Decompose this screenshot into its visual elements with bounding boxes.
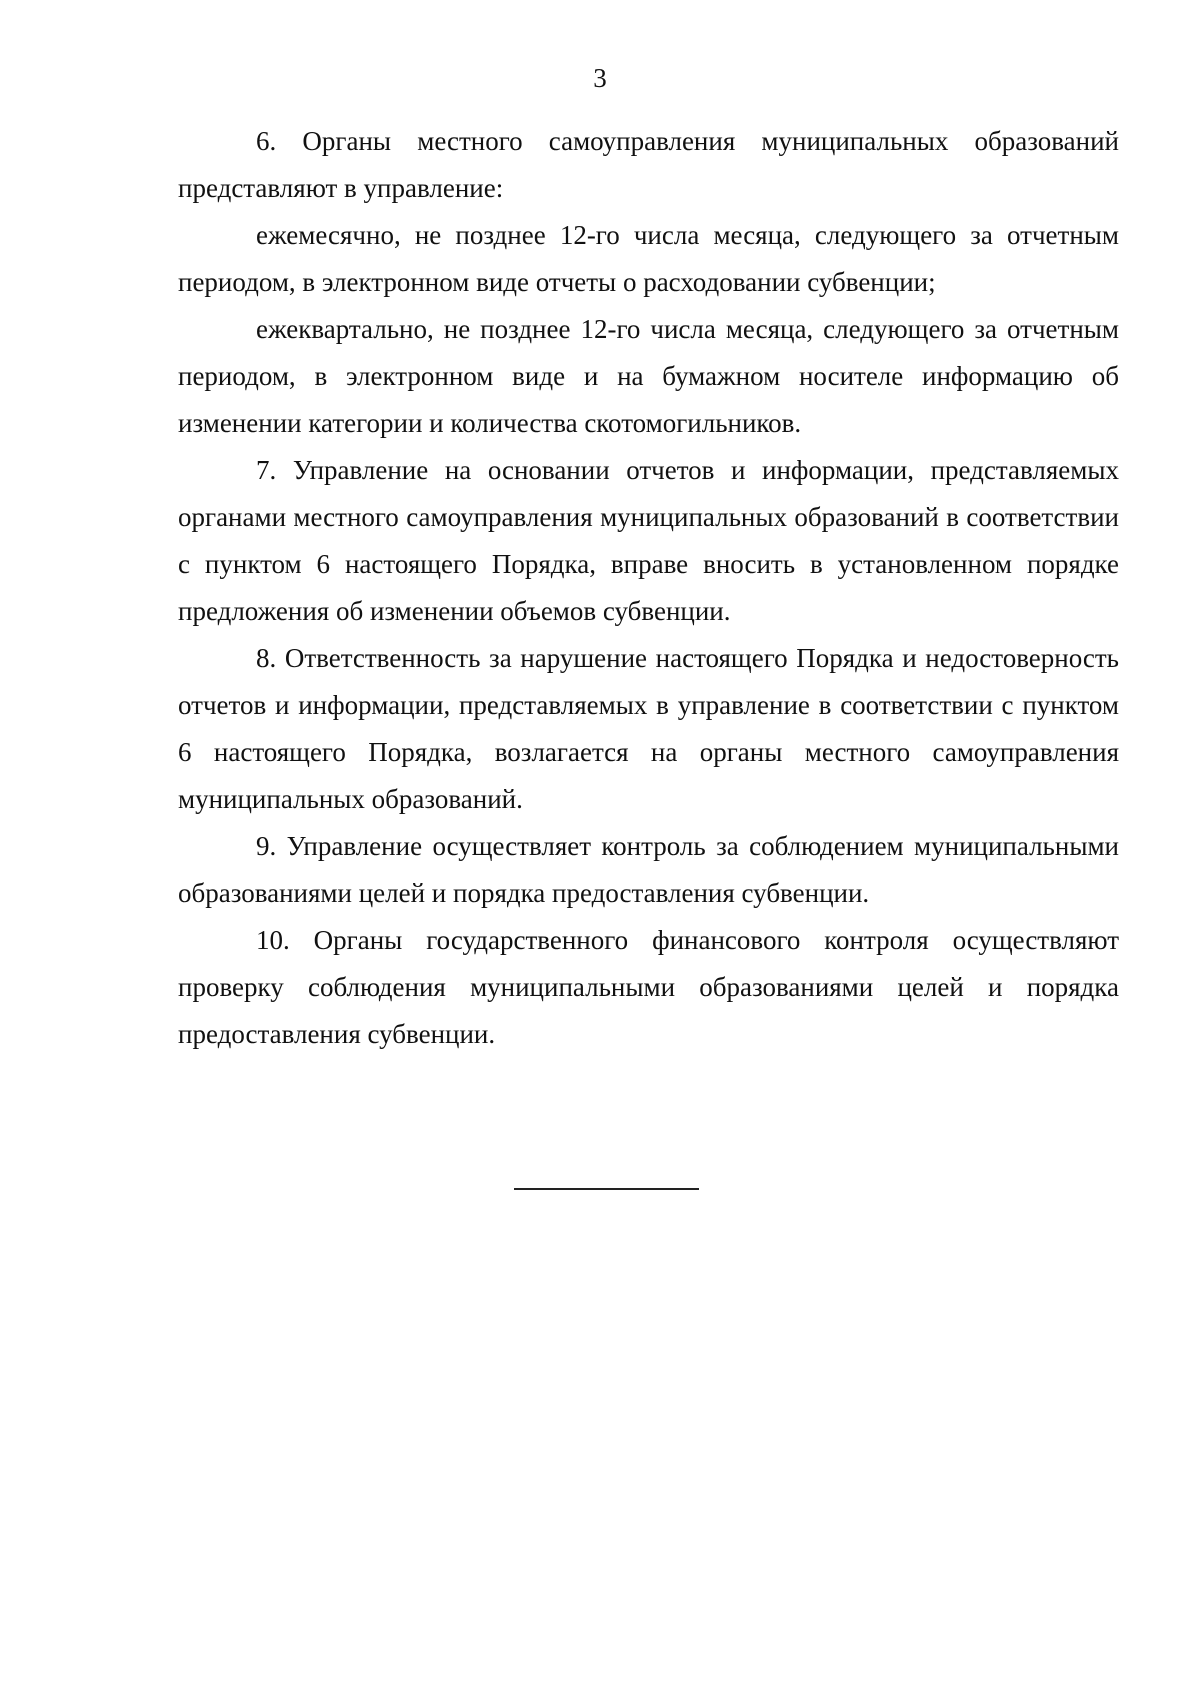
paragraph-8: 8. Ответственность за нарушение настоящего Порядка и недостоверность отчетов и информации, представляемых в управление в соответствии с пунктом 6 настоящего Порядка, возлагается на органы местного самоуправления муниципальных образований. [178,643,1119,814]
document-body [178,118,1119,1058]
paragraph-6-quarterly: ежеквартально, не позднее 12-го числа месяца, следующего за отчетным периодом, в электронном виде и на бумажном носителе информацию об изменении категории и количества скотомогильников. [178,314,1119,438]
paragraph-10: 10. Органы государственного финансового контроля осуществляют проверку соблюдения муниципальными образованиями целей и порядка предоставления субвенции. [178,925,1119,1049]
paragraph-9: 9. Управление осуществляет контроль за соблюдением муниципальными образованиями целей и порядка предоставления субвенции. [178,831,1119,908]
page-number: 3 [593,63,607,93]
paragraph-6: 6. Органы местного самоуправления муниципальных образований представляют в управление: [178,126,1119,203]
paragraph-6-monthly: ежемесячно, не позднее 12-го числа месяца, следующего за отчетным периодом, в электронном виде отчеты о расходовании субвенции; [178,220,1119,297]
end-separator-line [514,1188,699,1190]
paragraph-7: 7. Управление на основании отчетов и информации, представляемых органами местного самоуправления муниципальных образований в соответствии с пунктом 6 настоящего Порядка, вправе вносить в установленном порядке предложения об изменении объемов субвенции. [178,455,1119,626]
